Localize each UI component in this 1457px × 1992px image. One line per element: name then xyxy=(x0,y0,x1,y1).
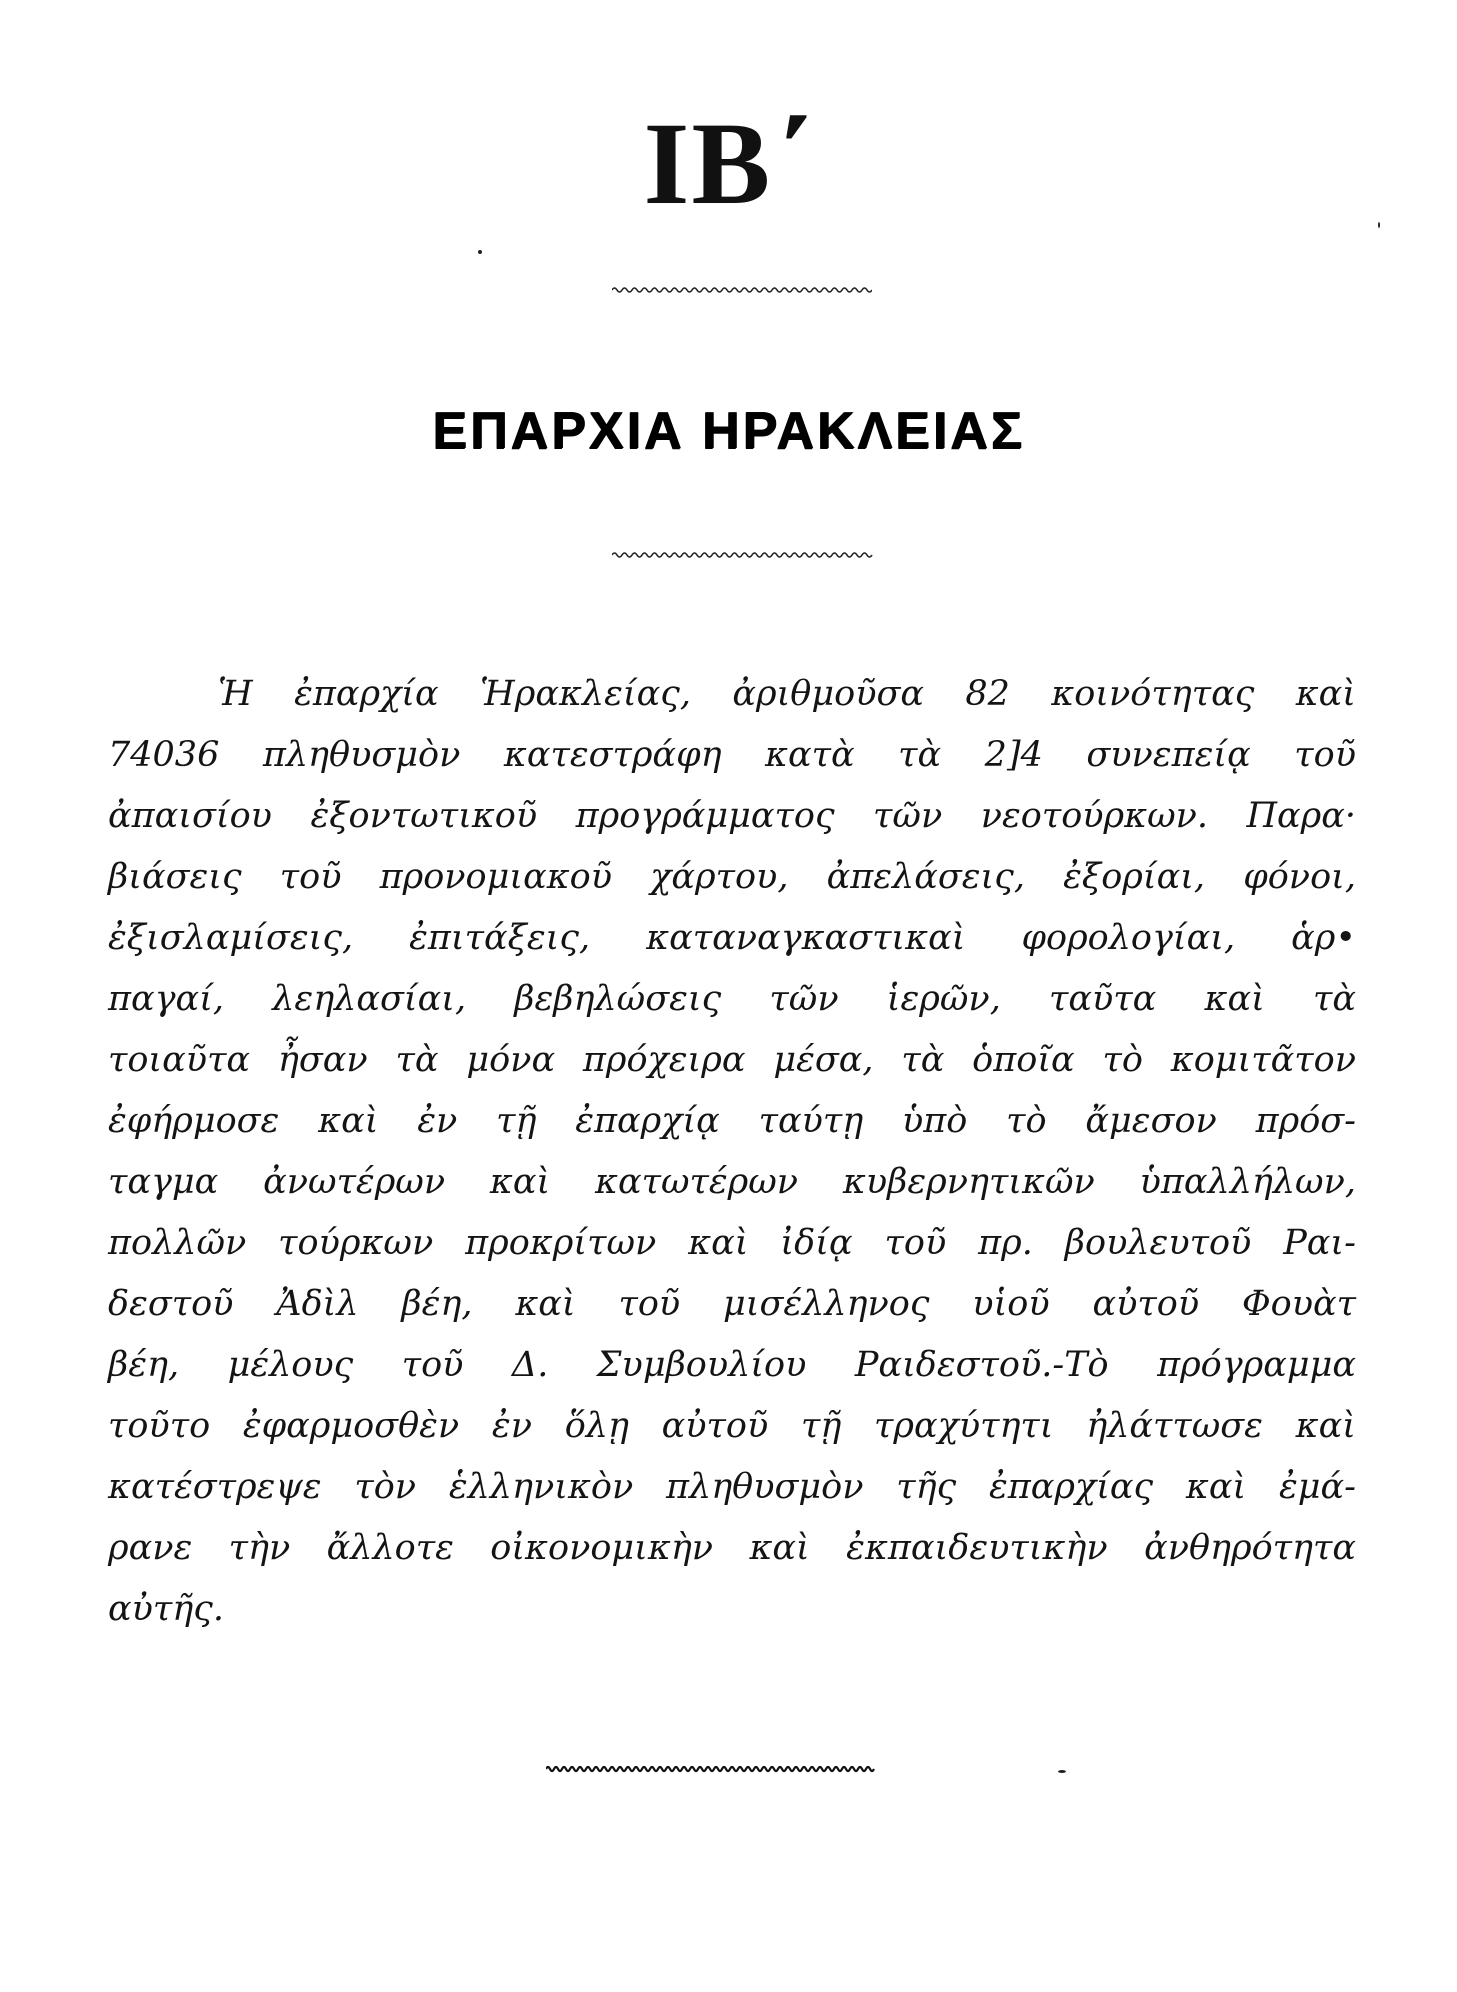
wavy-rule-svg xyxy=(612,549,874,561)
wavy-rule-icon xyxy=(612,549,874,561)
text-line: τοῦτο ἐφαρμοσθὲν ἐν ὅλῃ αὐτοῦ τῇ τραχύτητι ἠλάττωσε καὶ xyxy=(108,1406,1356,1446)
text-line: 74036 πληθυσμὸν κατεστράφη κατὰ τὰ 2]4 συνεπείᾳ τοῦ xyxy=(108,735,1356,775)
text-line: αὐτῆς. xyxy=(108,1589,224,1629)
print-speck xyxy=(478,250,482,254)
wavy-rule-icon xyxy=(546,1763,876,1775)
text-line: βιάσεις τοῦ προνομιακοῦ χάρτου, ἀπελάσεις, ἐξορίαι, φόνοι, xyxy=(108,857,1356,897)
text-line: ρανε τὴν ἄλλοτε οἰκονομικὴν καὶ ἐκπαιδευτικὴν ἀνθηρότητα xyxy=(108,1528,1356,1568)
wavy-rule-svg xyxy=(546,1763,876,1775)
text-line: δεστοῦ Ἀδὶλ βέη, καὶ τοῦ μισέλληνος υἱοῦ αὐτοῦ Φουὰτ xyxy=(108,1284,1356,1324)
text-line: πολλῶν τούρκων προκρίτων καὶ ἰδίᾳ τοῦ πρ. βουλευτοῦ Ραι- xyxy=(108,1223,1356,1263)
text-line: κατέστρεψε τὸν ἑλληνικὸν πληθυσμὸν τῆς ἐπαρχίας καὶ ἐμά- xyxy=(108,1467,1356,1507)
text-line: ἀπαισίου ἐξοντωτικοῦ προγράμματος τῶν νεοτούρκων. Παρα· xyxy=(108,796,1356,836)
text-line: παγαί, λεηλασίαι, βεβηλώσεις τῶν ἱερῶν, ταῦτα καὶ τὰ xyxy=(108,979,1356,1019)
print-speck xyxy=(1378,222,1380,228)
wavy-rule-icon xyxy=(612,284,872,296)
chapter-number: ΙΒ΄ xyxy=(643,98,814,229)
text-line: τοιαῦτα ἦσαν τὰ μόνα πρόχειρα μέσα, τὰ ὁποῖα τὸ κομιτᾶτον xyxy=(108,1040,1356,1080)
wavy-rule-svg xyxy=(612,284,872,296)
text-line: ἐξισλαμίσεις, ἐπιτάξεις, καταναγκαστικαὶ φορολογίαι, ἁρ• xyxy=(108,918,1356,958)
body-paragraph xyxy=(108,664,1356,1640)
text-line: ταγμα ἀνωτέρων καὶ κατωτέρων κυβερνητικῶν ὑπαλλήλων, xyxy=(108,1162,1356,1202)
section-title: ΕΠΑΡΧΙΑ ΗΡΑΚΛΕΙΑΣ xyxy=(432,402,1025,460)
print-speck xyxy=(1058,1770,1066,1773)
text-line: ἐφήρμοσε καὶ ἐν τῇ ἐπαρχίᾳ ταύτῃ ὑπὸ τὸ ἄμεσον πρόσ- xyxy=(108,1101,1356,1141)
text-line: Ἡ ἐπαρχία Ἡρακλείας, ἀριθμοῦσα 82 κοινότητας καὶ xyxy=(218,674,1356,714)
text-line: βέη, μέλους τοῦ Δ. Συμβουλίου Ραιδεστοῦ.-Τὸ πρόγραμμα xyxy=(108,1345,1356,1385)
